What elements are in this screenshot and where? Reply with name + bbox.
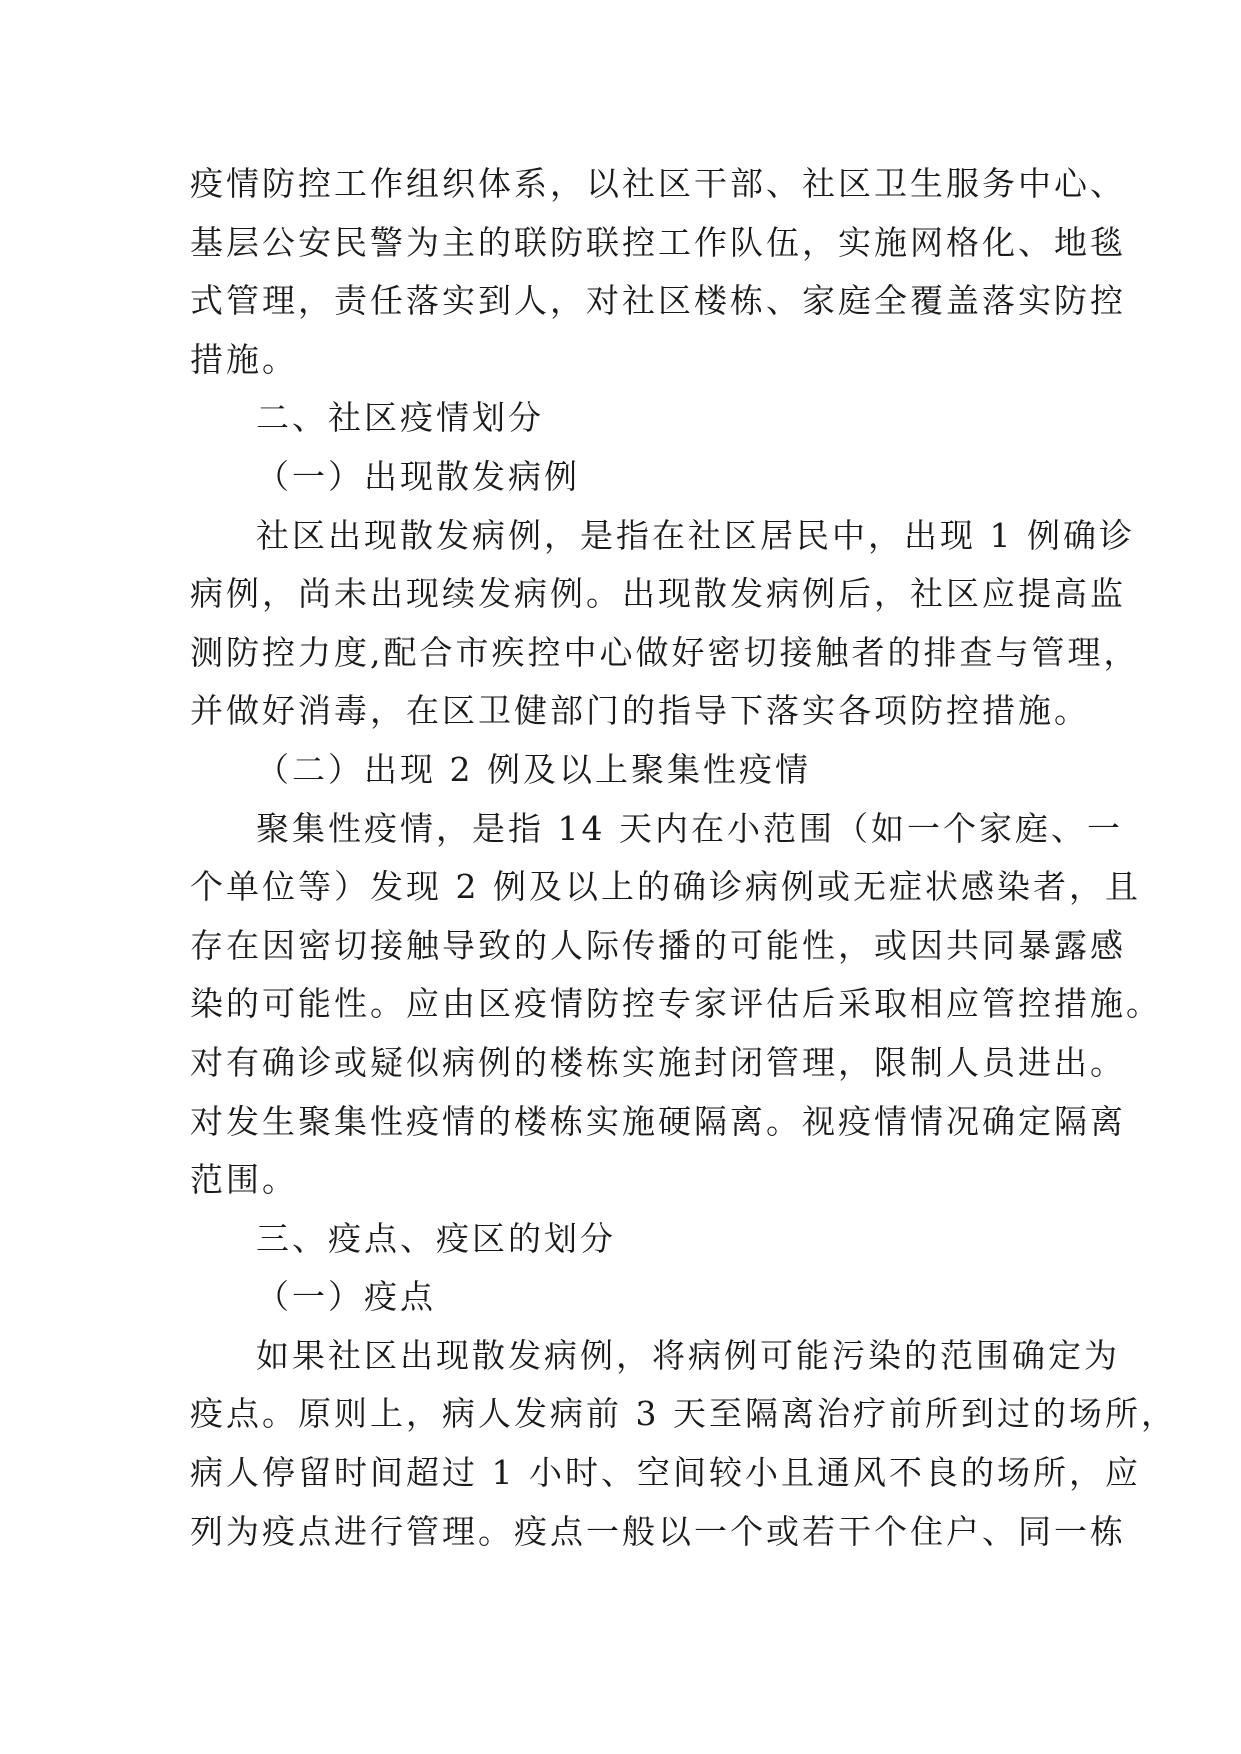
section-heading: 二、社区疫情划分	[256, 398, 544, 438]
subsection-heading: （二）出现 2 例及以上聚集性疫情	[256, 749, 811, 789]
paragraph-line: 病人停留时间超过 1 小时、空间较小且通风不良的场所，应	[190, 1453, 1141, 1493]
paragraph-line: 疫情防控工作组织体系，以社区干部、社区卫生服务中心、	[190, 164, 1126, 203]
paragraph-line: 存在因密切接触导致的人际传播的可能性，或因共同暴露感	[190, 925, 1126, 965]
paragraph-line: 对发生聚集性疫情的楼栋实施硬隔离。视疫情情况确定隔离	[190, 1101, 1126, 1141]
paragraph-line: 范围。	[190, 1160, 298, 1200]
paragraph-line: 个单位等）发现 2 例及以上的确诊病例或无症状感染者，且	[190, 867, 1141, 907]
paragraph-line: 基层公安民警为主的联防联控工作队伍，实施网格化、地毯	[190, 222, 1126, 262]
paragraph-line: 疫点。原则上，病人发病前 3 天至隔离治疗前所到过的场所，	[190, 1394, 1177, 1434]
document-body	[190, 155, 1177, 1561]
paragraph-line: 并做好消毒，在区卫健部门的指导下落实各项防控措施。	[190, 691, 1090, 731]
subsection-heading: （一）出现散发病例	[256, 456, 580, 496]
paragraph-line: 病例，尚未出现续发病例。出现散发病例后，社区应提高监	[190, 574, 1126, 614]
paragraph-line: 列为疫点进行管理。疫点一般以一个或若干个住户、同一栋	[190, 1511, 1126, 1551]
paragraph-line: 式管理，责任落实到人，对社区楼栋、家庭全覆盖落实防控	[190, 281, 1126, 321]
paragraph-line: 措施。	[190, 339, 298, 379]
subsection-heading: （一）疫点	[256, 1277, 436, 1317]
paragraph-line: 如果社区出现散发病例，将病例可能污染的范围确定为	[256, 1335, 1120, 1375]
paragraph-line: 测防控力度,配合市疾控中心做好密切接触者的排查与管理，	[190, 632, 1140, 672]
section-heading: 三、疫点、疫区的划分	[256, 1218, 616, 1258]
paragraph-line: 聚集性疫情，是指 14 天内在小范围（如一个家庭、一	[256, 808, 1123, 848]
paragraph-line: 对有确诊或疑似病例的楼栋实施封闭管理，限制人员进出。	[190, 1042, 1126, 1082]
paragraph-line: 社区出现散发病例，是指在社区居民中，出现 1 例确诊	[256, 515, 1135, 555]
paragraph-line: 染的可能性。应由区疫情防控专家评估后采取相应管控措施。	[190, 984, 1162, 1024]
